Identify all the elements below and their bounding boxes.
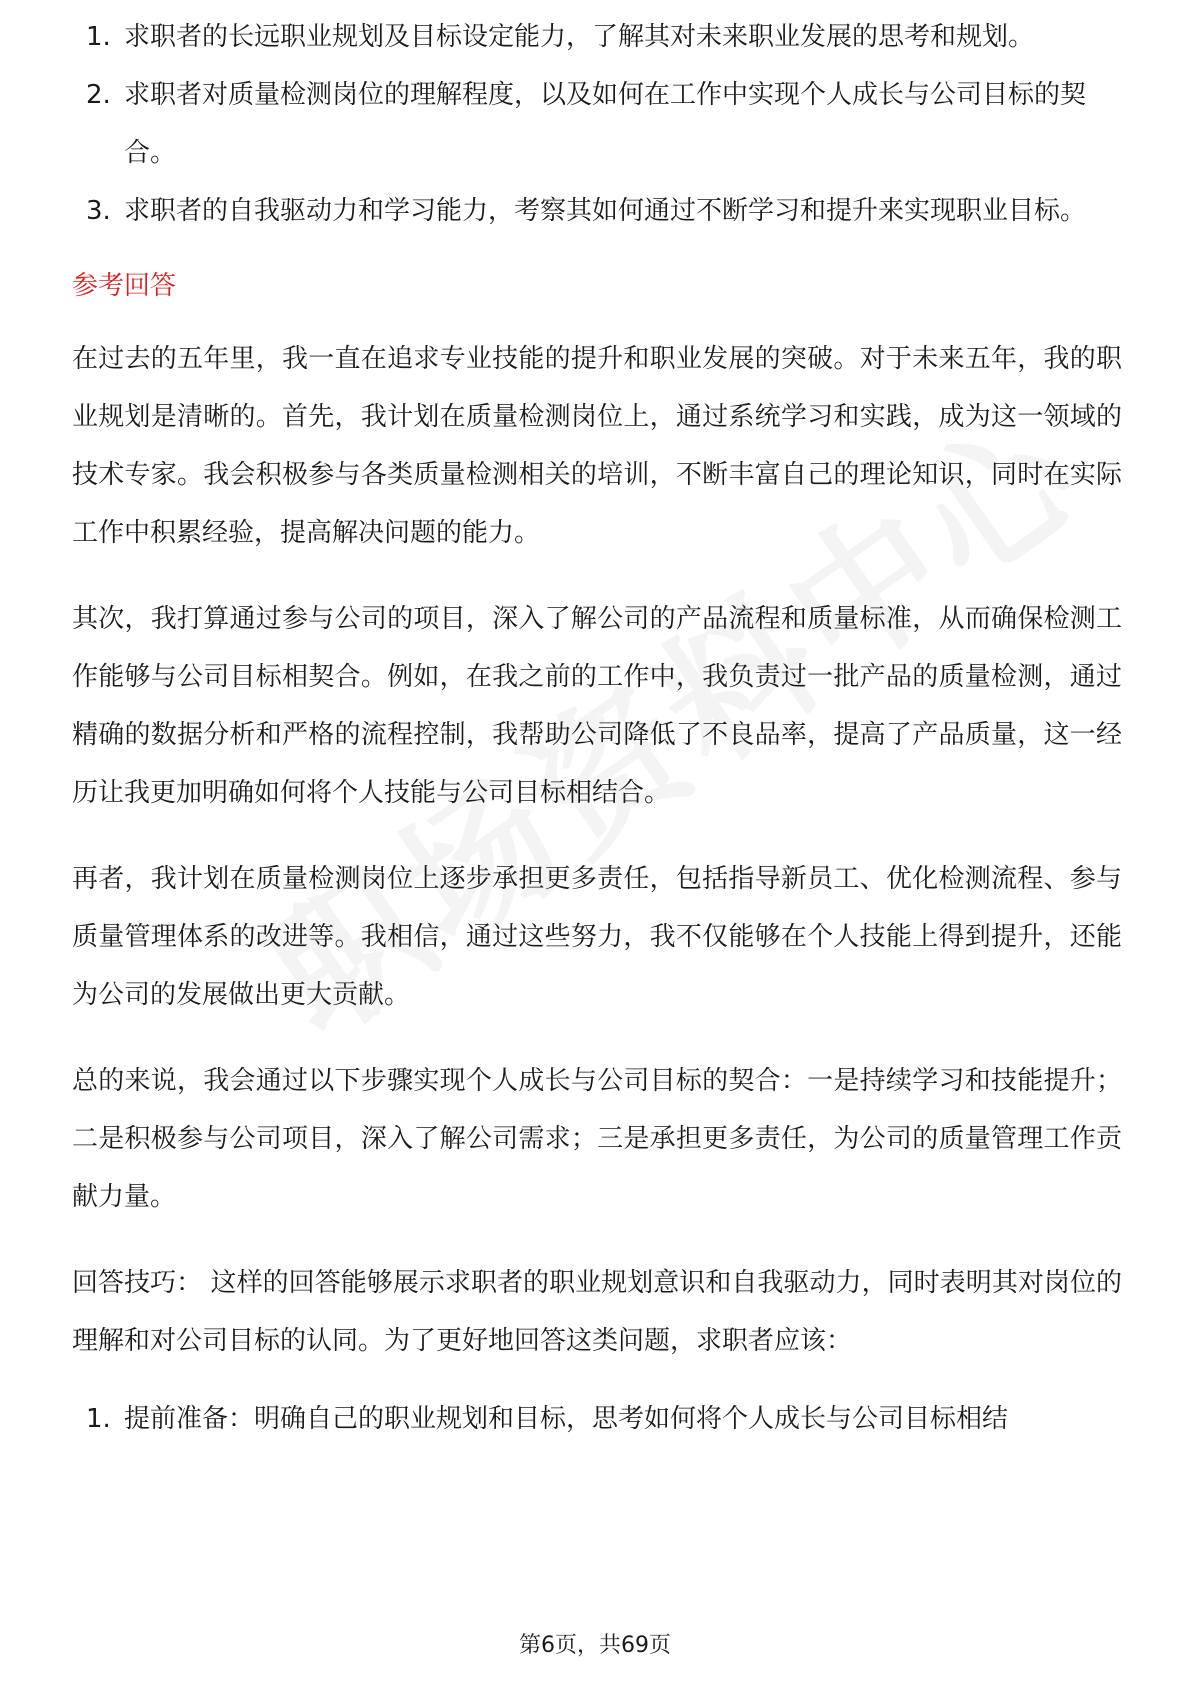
list-number: 2.: [86, 80, 111, 110]
answer-tips: 回答技巧： 这样的回答能够展示求职者的职业规划意识和自我驱动力，同时表明其对岗位的理解和对公司目标的认同。为了更好地回答这类问题，求职者应该：: [72, 1268, 1122, 1356]
page-number: 第6页，共69页: [519, 1633, 671, 1658]
list-item-text: 求职者对质量检测岗位的理解程度，以及如何在工作中实现个人成长与公司目标的契合。: [124, 80, 1087, 168]
list-item-text: 求职者的自我驱动力和学习能力，考察其如何通过不断学习和提升来实现职业目标。: [124, 196, 1087, 226]
answer-paragraph: 在过去的五年里，我一直在追求专业技能的提升和职业发展的突破。对于未来五年，我的职业规划是清晰的。首先，我计划在质量检测岗位上，通过系统学习和实践，成为这一领域的技术专家。我会积极参与各类质量检测相关的培训，不断丰富自己的理论知识，同时在实际工作中积累经验，提高解决问题的能力。: [72, 344, 1122, 548]
list-item: [72, 182, 1122, 240]
list-item: [72, 66, 1122, 182]
list-item-text: 求职者的长远职业规划及目标设定能力，了解其对未来职业发展的思考和规划。: [124, 22, 1035, 52]
list-item: [72, 8, 1122, 66]
list-number: 1.: [86, 22, 111, 52]
page-content: [72, 22, 1122, 1448]
answer-paragraph: 再者，我计划在质量检测岗位上逐步承担更多责任，包括指导新员工、优化检测流程、参与质量管理体系的改进等。我相信，通过这些努力，我不仅能够在个人技能上得到提升，还能为公司的发展做出更大贡献。: [72, 864, 1122, 1010]
tips-list: [72, 1390, 1122, 1448]
list-number: 3.: [86, 196, 111, 226]
assessment-points-list: [72, 8, 1122, 240]
section-title: 参考回答: [72, 271, 177, 301]
answer-paragraph: 总的来说，我会通过以下步骤实现个人成长与公司目标的契合：一是持续学习和技能提升；二是积极参与公司项目，深入了解公司需求；三是承担更多责任，为公司的质量管理工作贡献力量。: [72, 1066, 1122, 1212]
list-item: [72, 1390, 1122, 1448]
list-item-text: 提前准备：明确自己的职业规划和目标，思考如何将个人成长与公司目标相结: [124, 1404, 1009, 1434]
list-number: 1.: [86, 1404, 111, 1434]
answer-paragraph: 其次，我打算通过参与公司的项目，深入了解公司的产品流程和质量标准，从而确保检测工作能够与公司目标相契合。例如，在我之前的工作中，我负责过一批产品的质量检测，通过精确的数据分析和严格的流程控制，我帮助公司降低了不良品率，提高了产品质量，这一经历让我更加明确如何将个人技能与公司目标相结合。: [72, 604, 1122, 808]
